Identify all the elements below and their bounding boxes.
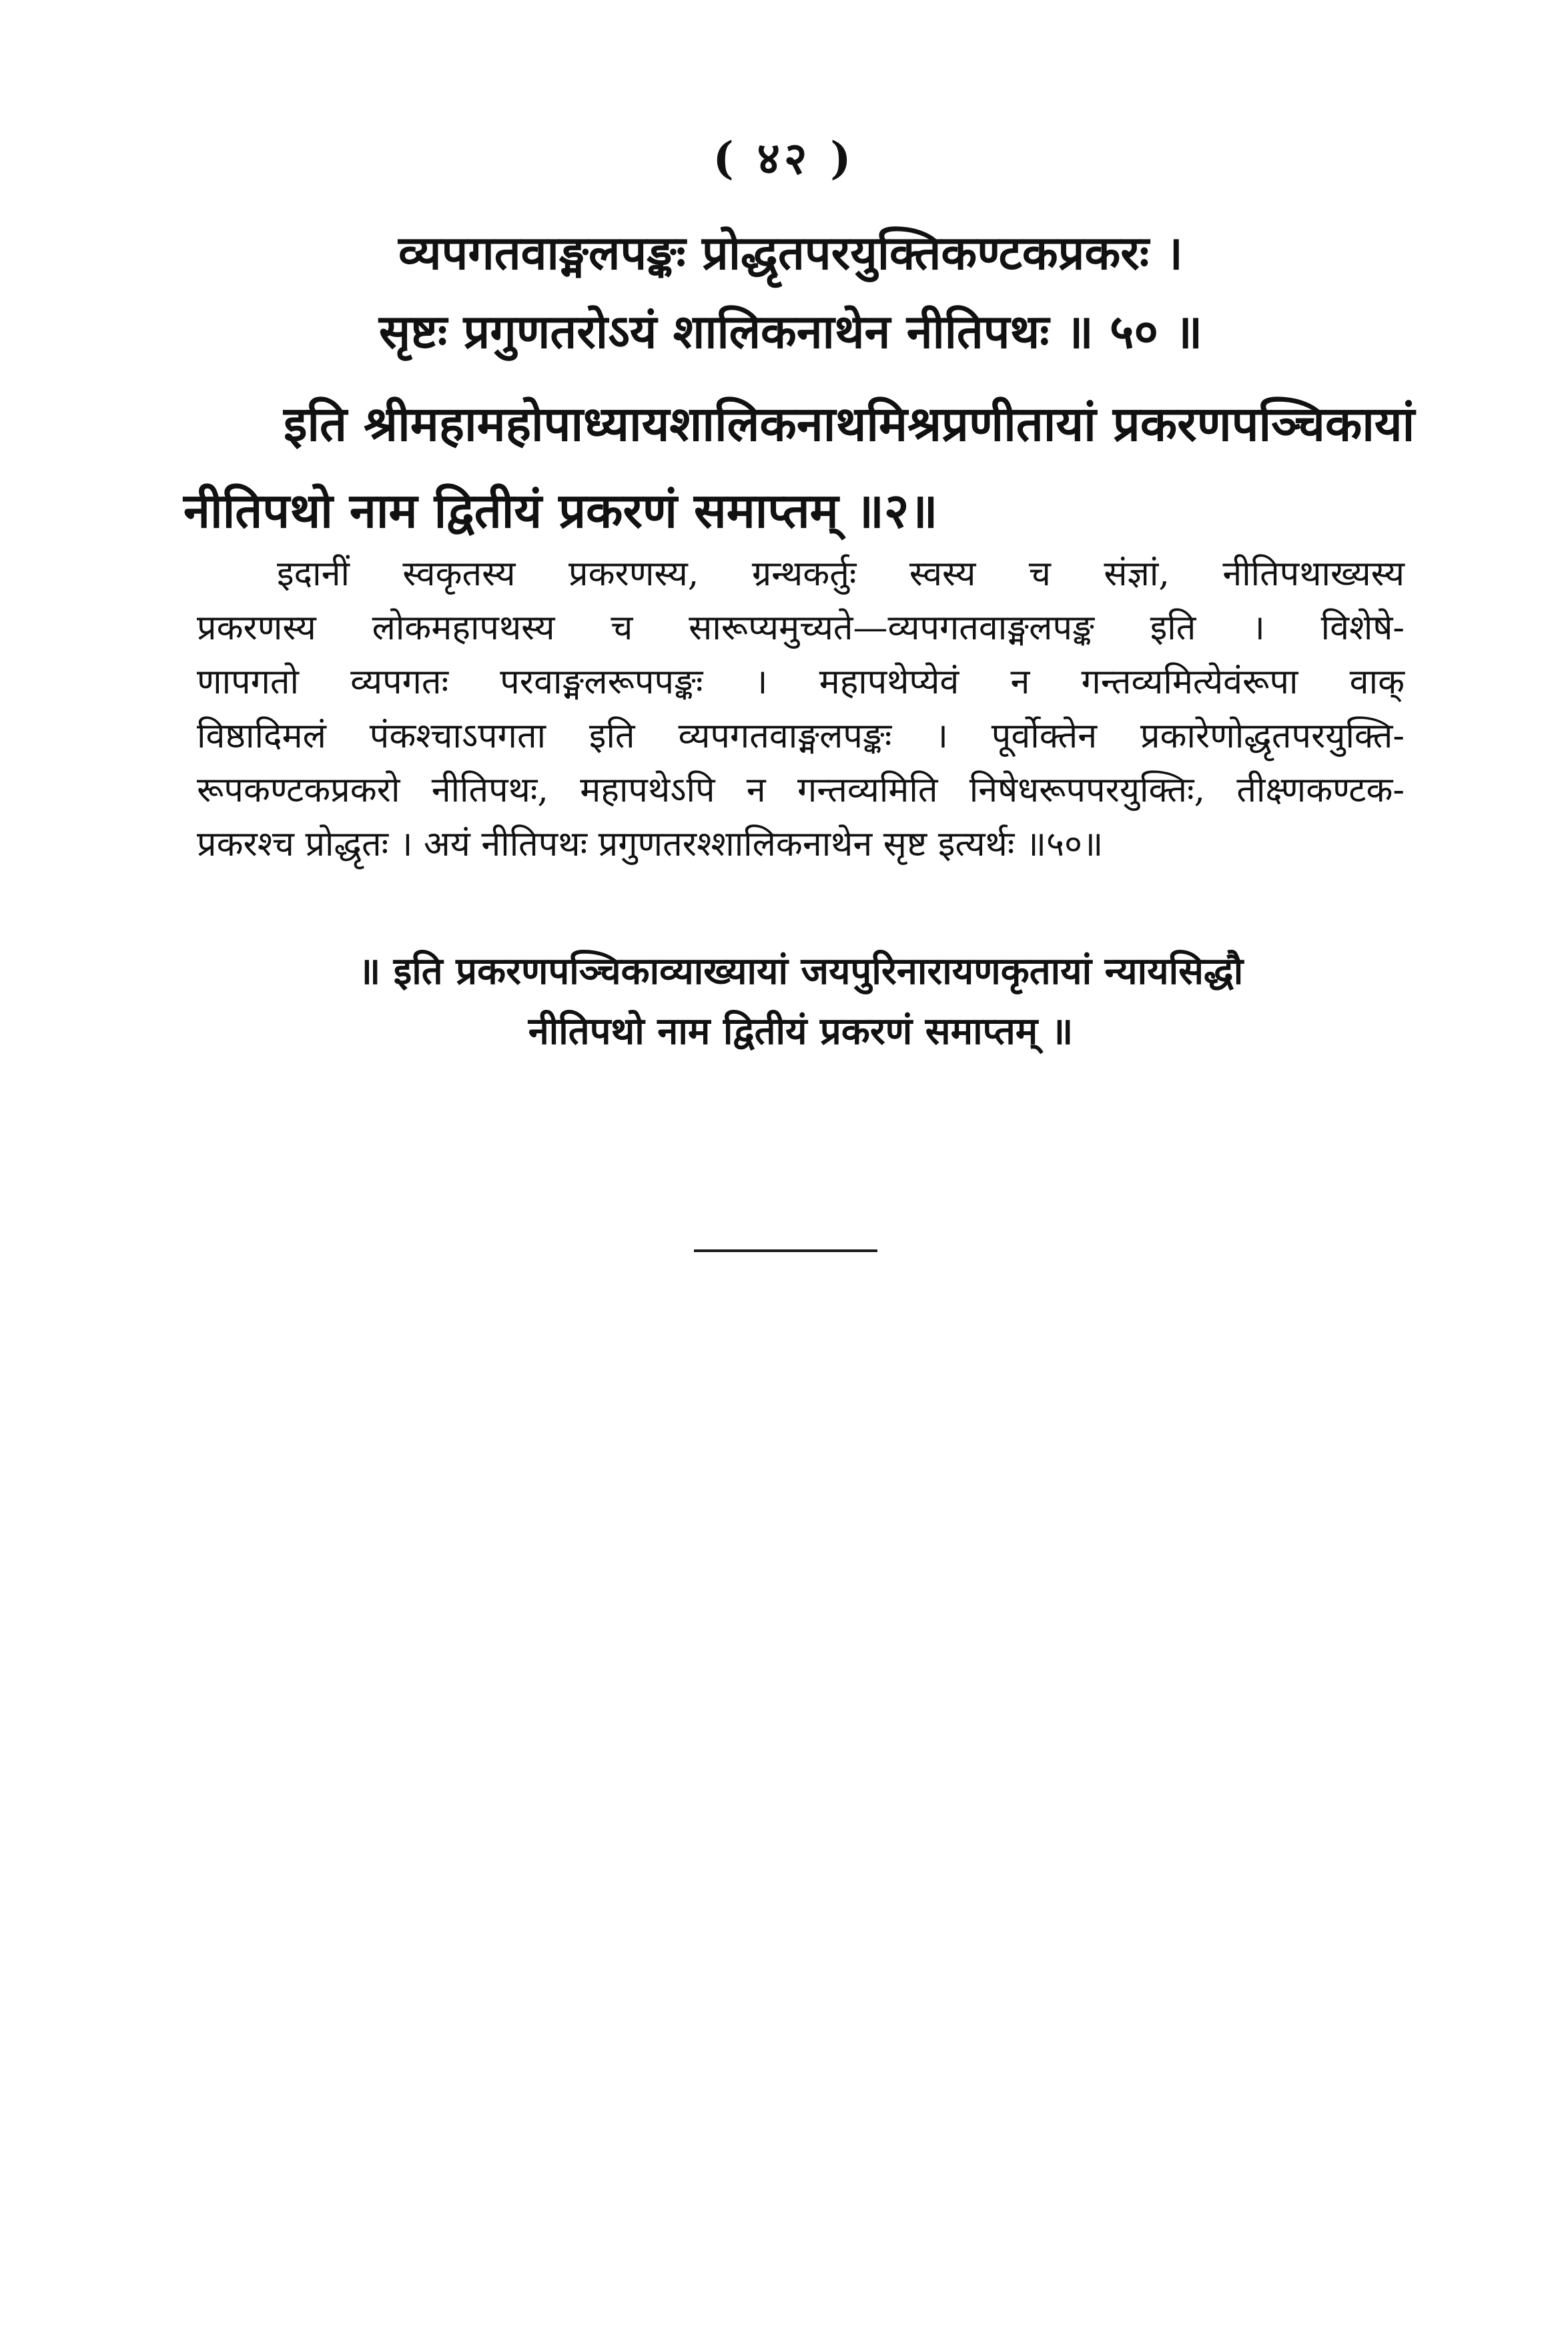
- page-number: ( ४२ ): [713, 132, 855, 184]
- section-end-rule: [694, 1249, 877, 1252]
- verse-block: [173, 214, 1408, 371]
- commentary-line: विष्ठादिमलं पंकश्चाऽपगता इति व्यपगतवाङ्मलपङ्कः । पूर्वोक्तेन प्रकारेणोद्धृतपरयुक्ति-: [197, 716, 1405, 756]
- colophon-line: इति श्रीमहामहोपाध्यायशालिकनाथमिश्रप्रणीतायां प्रकरणपञ्चिकायां: [284, 395, 1415, 452]
- commentary-line: णापगतो व्यपगतः परवाङ्मलरूपपङ्कः । महापथेप्येवं न गन्तव्यमित्येवंरूपा वाक्: [197, 662, 1405, 702]
- commentary-line: प्रकरश्च प्रोद्धृतः । अयं नीतिपथः प्रगुणतरश्शालिकनाथेन सृष्ट इत्यर्थः ॥५०॥: [197, 824, 1104, 864]
- closing-line: नीतिपथो नाम द्वितीयं प्रकरणं समाप्तम् ॥: [528, 1009, 1074, 1053]
- commentary-line: इदानीं स्वकृतस्य प्रकरणस्य, ग्रन्थकर्तुः स्वस्य च संज्ञां, नीतिपथाख्यस्य: [277, 554, 1405, 594]
- commentary-line: प्रकरणस्य लोकमहापथस्य च सारूप्यमुच्यते—व्यपगतवाङ्मलपङ्क इति । विशेषे-: [197, 608, 1405, 648]
- colophon-line: नीतिपथो नाम द्वितीयं प्रकरणं समाप्तम् ॥२॥: [183, 482, 938, 539]
- commentary-block: [197, 547, 1405, 872]
- colophon-block: [183, 380, 1415, 554]
- closing-line: ॥ इति प्रकरणपञ्चिकाव्याख्यायां जयपुरिनारायणकृतायां न्यायसिद्धौ: [358, 949, 1244, 993]
- verse-line: सृष्टः प्रगुणतरोऽयं शालिकनाथेन नीतिपथः ॥ ५० ॥: [378, 304, 1203, 359]
- commentary-line: रूपकण्टकप्रकरो नीतिपथः, महापथेऽपि न गन्तव्यमिति निषेधरूपपरयुक्तिः, तीक्ष्णकण्टक-: [197, 770, 1405, 810]
- verse-line: व्यपगतवाङ्मलपङ्कः प्रोद्धृतपरयुक्तिकण्टकप्रकरः ।: [398, 225, 1183, 280]
- closing-colophon: [200, 941, 1401, 1061]
